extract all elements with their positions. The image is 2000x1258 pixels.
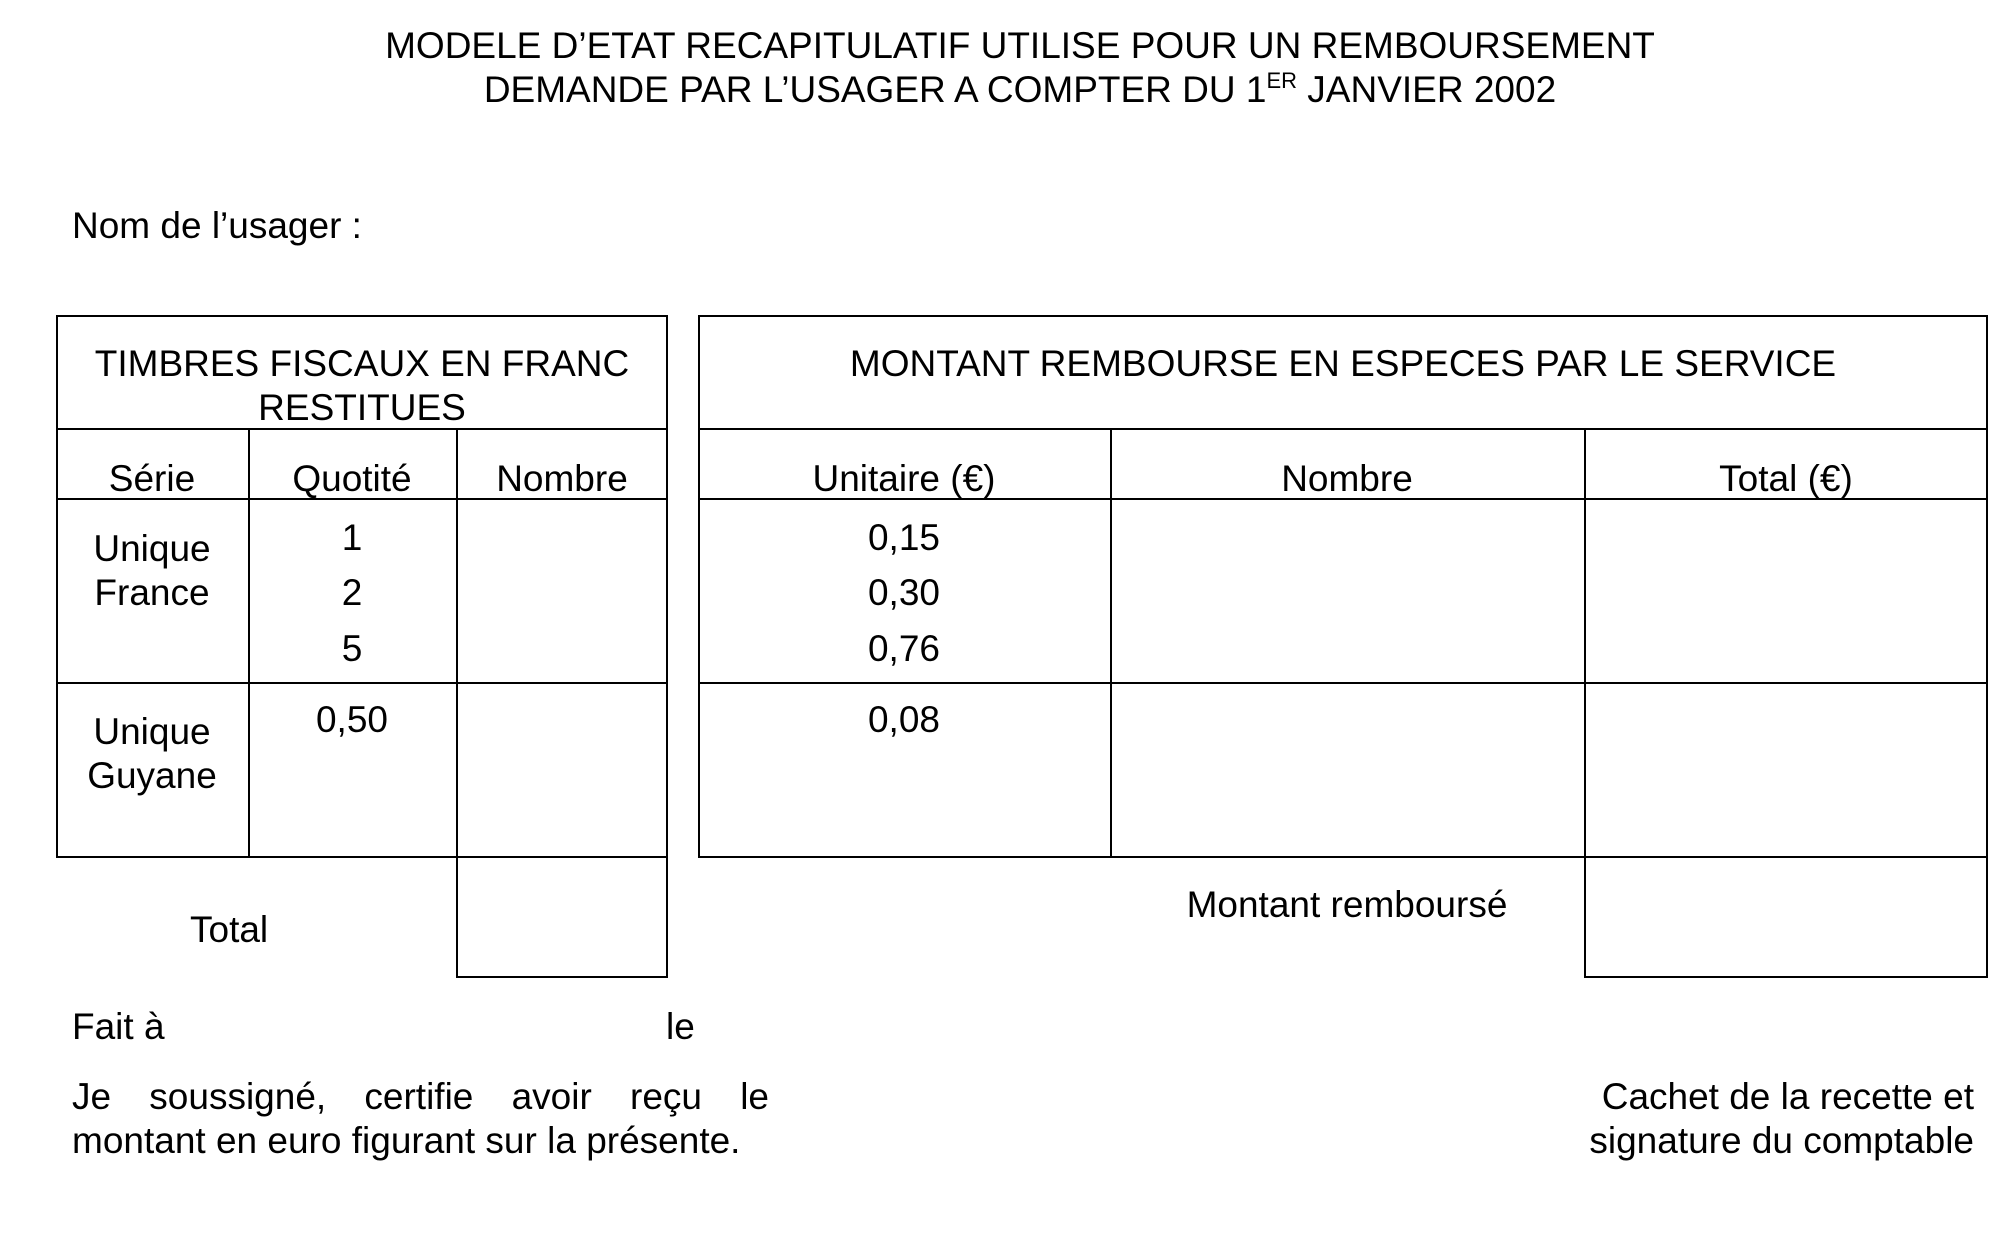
serie-france-line-2: France	[94, 572, 210, 613]
certification-line-2: montant en euro figurant sur la présente.	[72, 1120, 741, 1161]
column-header-quotite: Quotité	[292, 458, 412, 499]
total-label: Total	[190, 909, 269, 950]
fait-a-label: Fait à	[72, 1006, 165, 1047]
column-header-nombre: Nombre	[496, 458, 628, 499]
montant-rembourse-label: Montant remboursé	[1186, 884, 1508, 925]
cachet-line-2: signature du comptable	[1589, 1120, 1974, 1161]
unitaire-value: 0,76	[867, 628, 940, 669]
quotite-value: 1	[341, 517, 363, 558]
title-superscript: ER	[1266, 68, 1298, 93]
certification-line-1: Je soussigné, certifie avoir reçu le	[72, 1076, 769, 1117]
quotite-value: 0,50	[315, 699, 388, 740]
unitaire-value: 0,08	[867, 699, 940, 740]
montant-heading: MONTANT REMBOURSE EN ESPECES PAR LE SERVICE	[849, 343, 1837, 384]
divider	[1584, 428, 1586, 978]
le-label: le	[666, 1006, 695, 1047]
serie-france-line-1: Unique	[93, 528, 211, 569]
unitaire-value: 0,30	[867, 572, 940, 613]
unitaire-value: 0,15	[867, 517, 940, 558]
nom-usager-label: Nom de l’usager :	[72, 205, 362, 246]
column-header-nombre: Nombre	[1281, 458, 1413, 499]
title-line-2-end: JANVIER 2002	[1297, 69, 1557, 110]
quotite-value: 2	[341, 572, 363, 613]
title-line-2	[0, 68, 2000, 117]
cachet-line-1: Cachet de la recette et	[1601, 1076, 1974, 1117]
timbres-heading-line-1: TIMBRES FISCAUX EN FRANC	[94, 343, 630, 384]
title-line-1: MODELE D’ETAT RECAPITULATIF UTILISE POUR UN REMBOURSEMENT	[385, 25, 1655, 66]
serie-guyane-line-1: Unique	[93, 711, 211, 752]
divider	[698, 682, 1988, 684]
column-header-total: Total (€)	[1719, 458, 1853, 499]
title-line-2-start: DEMANDE PAR L’USAGER A COMPTER DU 1	[483, 69, 1267, 110]
quotite-value: 5	[341, 628, 363, 669]
column-header-unitaire: Unitaire (€)	[812, 458, 996, 499]
column-header-serie: Série	[108, 458, 196, 499]
divider	[1584, 976, 1988, 978]
divider	[456, 428, 458, 978]
divider	[456, 976, 668, 978]
serie-guyane-line-2: Guyane	[87, 755, 217, 796]
divider	[698, 428, 1988, 430]
divider	[56, 682, 668, 684]
timbres-heading-line-2: RESTITUES	[258, 387, 466, 428]
divider	[666, 856, 668, 978]
document-title	[0, 24, 2000, 117]
divider	[1986, 856, 1988, 978]
